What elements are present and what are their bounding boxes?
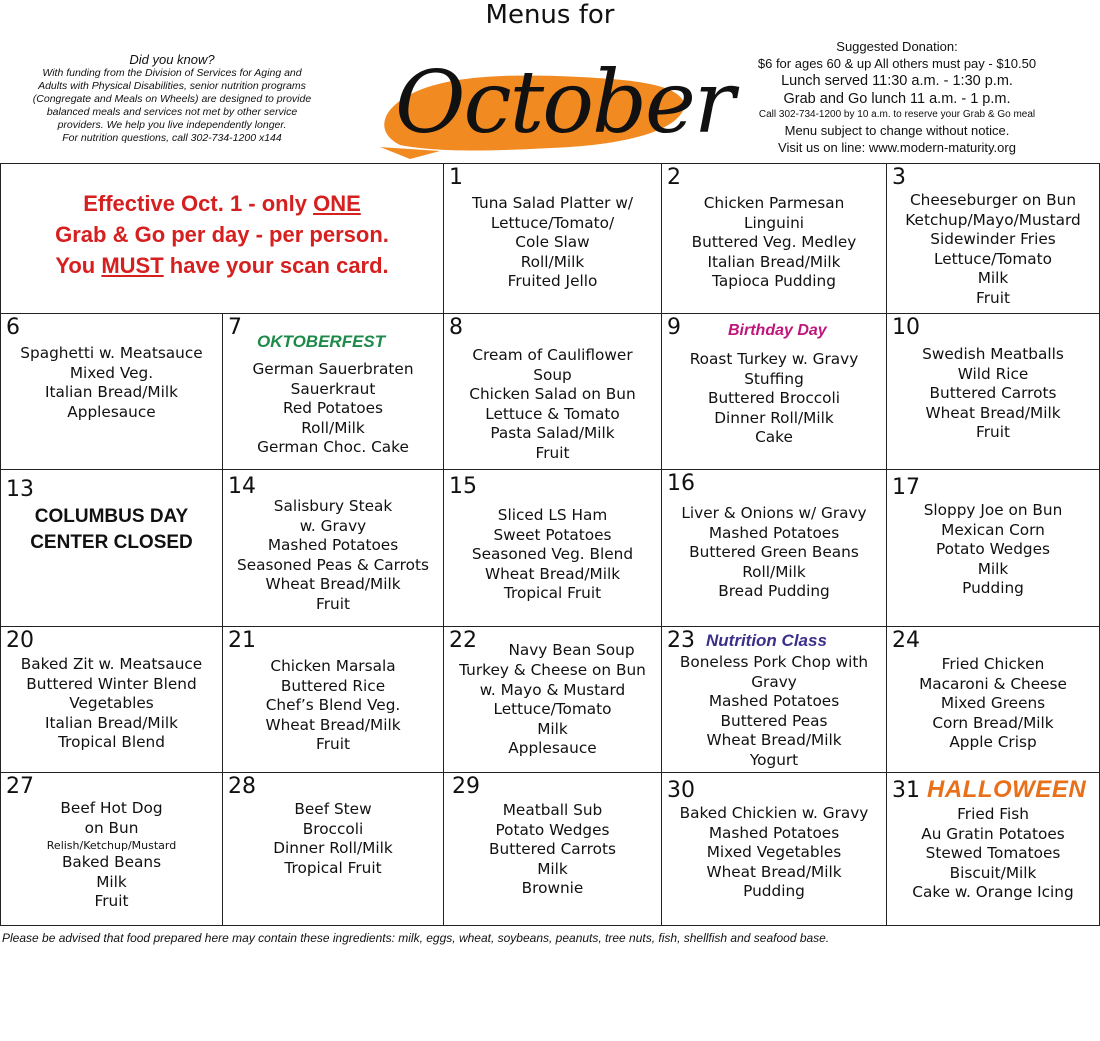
menu-item: Lettuce/Tomato — [493, 700, 612, 718]
did-you-know-title: Did you know? — [129, 52, 215, 67]
menu-item: Cream of Cauliflower — [472, 346, 633, 364]
menu-item: Baked Beans — [61, 853, 162, 871]
day-cell-2 — [661, 163, 887, 314]
day-cell-7 — [222, 313, 444, 470]
day-number: 1 — [449, 165, 463, 190]
menu-item: Applesauce — [67, 402, 156, 421]
menu-item: Chicken Parmesan — [703, 194, 845, 212]
menu-item: Buttered Green Beans — [689, 543, 859, 561]
menu-item: Roll/Milk — [520, 252, 585, 271]
menu-item: Macaroni & Cheese — [919, 674, 1067, 693]
day-number: 2 — [667, 165, 681, 190]
menu-item: Milk — [96, 872, 127, 891]
menu-item: Milk — [977, 559, 1009, 578]
menu-item: Tropical Fruit — [503, 584, 602, 602]
menu-item: Mashed Potatoes — [708, 823, 840, 842]
menu-items — [446, 801, 659, 899]
closed-text: CENTER CLOSED — [30, 532, 193, 553]
day-cell-21 — [222, 626, 444, 773]
menu-item: Stuffing — [744, 369, 804, 388]
day-cell-3 — [886, 163, 1100, 314]
day-number: 16 — [667, 471, 695, 496]
menu-item: Fruit — [316, 594, 350, 613]
menu-item: Vegetables — [69, 694, 154, 712]
month-title: October — [395, 53, 734, 153]
halloween-label: HALLOWEEN — [927, 776, 1087, 803]
menu-item: Fried Chicken — [941, 655, 1045, 673]
day-number: 13 — [6, 477, 34, 502]
menu-item: Mixed Veg. — [69, 363, 154, 382]
day-number: 8 — [449, 315, 463, 340]
menu-item: Spaghetti w. Meatsauce — [20, 344, 203, 362]
menu-items — [889, 501, 1097, 599]
day-cell-14 — [222, 469, 444, 627]
menu-item: Buttered Carrots — [929, 384, 1057, 402]
grab-and-go-hours: Grab and Go lunch 11 a.m. - 1 p.m. — [783, 91, 1011, 107]
menu-item: Mixed Vegetables — [706, 843, 842, 861]
day-number: 28 — [228, 774, 256, 799]
menu-item: Mexican Corn — [941, 520, 1045, 539]
menu-item: Chef’s Blend Veg. — [265, 696, 401, 714]
day-number: 6 — [6, 315, 20, 340]
day-number: 9 — [667, 315, 681, 340]
did-you-know-line: balanced meals and services not met by other service — [46, 106, 298, 118]
notice-text: You — [55, 253, 102, 278]
menu-items — [664, 194, 884, 292]
menu-item: Sauerkraut — [290, 379, 376, 398]
menu-item: Buttered Veg. Medley — [691, 233, 857, 251]
menu-item: Dinner Roll/Milk — [273, 839, 393, 857]
menu-item: Yogurt — [749, 750, 799, 769]
menu-item: w. Mayo & Mustard — [479, 680, 626, 699]
day-number: 24 — [892, 628, 920, 653]
menu-item: Ketchup/Mayo/Mustard — [905, 210, 1081, 229]
menu-items — [664, 350, 884, 448]
menu-item: Potato Wedges — [495, 820, 610, 839]
menu-item: Tropical Blend — [58, 733, 165, 751]
reservation-note: Call 302-734-1200 by 10 a.m. to reserve your Grab & Go meal — [758, 109, 1036, 120]
menu-item: Brownie — [521, 879, 584, 897]
menus-for-heading: Menus for — [485, 0, 615, 30]
menu-item: Wild Rice — [957, 364, 1029, 383]
day-cell-29 — [443, 772, 662, 926]
menu-item: Fried Fish — [957, 805, 1029, 823]
day-cell-6 — [0, 313, 223, 470]
menu-item: Chicken Salad on Bun — [469, 385, 636, 403]
menu-item: w. Gravy — [299, 516, 367, 535]
menu-items — [225, 360, 441, 458]
day-cell-1 — [443, 163, 662, 314]
day-number: 10 — [892, 315, 920, 340]
menu-item: Tuna Salad Platter w/ — [472, 194, 633, 212]
menu-item: Applesauce — [508, 739, 597, 757]
menu-item: Buttered Broccoli — [707, 389, 841, 407]
day-cell-8 — [443, 313, 662, 470]
menu-item: Soup — [533, 365, 572, 384]
menu-item: Corn Bread/Milk — [932, 713, 1054, 732]
oktoberfest-label: OKTOBERFEST — [257, 332, 386, 351]
menu-item: Potato Wedges — [935, 540, 1051, 558]
day-number: 7 — [228, 315, 242, 340]
menu-item: Linguini — [743, 213, 805, 232]
menu-item: Milk — [977, 269, 1009, 287]
day-cell-17 — [886, 469, 1100, 627]
menu-item: Fruit — [535, 443, 570, 462]
notice-text: have your scan card. — [163, 253, 389, 278]
menu-item: Turkey & Cheese on Bun — [459, 661, 646, 679]
menu-item: Buttered Winter Blend — [26, 674, 197, 693]
menu-item: Roll/Milk — [301, 418, 365, 437]
menu-item: Relish/Ketchup/Mustard — [46, 839, 177, 852]
menu-item: Au Gratin Potatoes — [921, 824, 1065, 843]
notice-cell — [0, 163, 444, 314]
day-number: 31 — [892, 778, 920, 803]
menu-item: Fruited Jello — [507, 272, 598, 290]
notice-text: Effective Oct. 1 - only — [83, 191, 314, 216]
menu-item: Bread Pudding — [718, 582, 830, 600]
menu-item: Sidewinder Fries — [930, 230, 1056, 248]
notice-emphasis: ONE — [313, 191, 361, 216]
day-cell-22 — [443, 626, 662, 773]
menu-item: Broccoli — [302, 819, 364, 838]
menu-item: Fruit — [976, 423, 1010, 441]
menu-item: Fruit — [316, 735, 350, 753]
menu-item: Sweet Potatoes — [493, 525, 612, 544]
menu-item: Sloppy Joe on Bun — [923, 501, 1063, 519]
menu-item: Tapioca Pudding — [712, 272, 836, 290]
day-number: 14 — [228, 474, 256, 499]
day-cell-16 — [661, 469, 887, 627]
did-you-know-line: Adults with Physical Disabilities, senior nutrition programs — [38, 80, 306, 92]
menu-item: Cole Slaw — [515, 233, 590, 251]
menu-change-note: Menu subject to change without notice. — [784, 123, 1010, 138]
menu-item: Red Potatoes — [282, 399, 384, 417]
menu-item: Fruit — [94, 892, 129, 910]
menu-items — [664, 504, 884, 602]
menu-item: Baked Chickien w. Gravy — [679, 804, 869, 822]
menu-item: Cake w. Orange Icing — [912, 883, 1074, 901]
menu-item: Milk — [537, 719, 568, 738]
allergen-notice: Please be advised that food prepared here may contain these ingredients: milk, eggs, wheat, soybeans, peanuts, tree nuts, fish, shellfish and seafood base. — [2, 931, 830, 945]
menu-items — [3, 344, 220, 422]
menu-item: Lettuce/Tomato — [933, 249, 1053, 268]
menu-item: Wheat Bread/Milk — [484, 564, 621, 583]
day-cell-10 — [886, 313, 1100, 470]
menu-item: Boneless Pork Chop with — [679, 653, 869, 671]
nutrition-class-label: Nutrition Class — [706, 631, 827, 650]
menu-items — [664, 653, 884, 770]
did-you-know-line: (Congregate and Meals on Wheels) are designed to provide — [32, 93, 312, 105]
menu-item: Wheat Bread/Milk — [706, 731, 842, 749]
center-closed-notice — [3, 504, 220, 556]
menu-item: Sliced LS Ham — [497, 506, 608, 524]
day-number: 21 — [228, 628, 256, 653]
day-number: 20 — [6, 628, 34, 653]
menu-item: Salisbury Steak — [273, 497, 393, 515]
menu-item: Buttered Peas — [720, 711, 828, 730]
menu-item: Wheat Bread/Milk — [925, 403, 1061, 422]
menu-item: Tropical Fruit — [284, 858, 382, 877]
menu-items — [889, 191, 1097, 308]
notice-emphasis: MUST — [101, 253, 164, 278]
menu-item: Meatball Sub — [502, 801, 603, 819]
day-number: 17 — [892, 475, 920, 500]
lunch-hours: Lunch served 11:30 a.m. - 1:30 p.m. — [781, 73, 1013, 89]
menu-item: Roast Turkey w. Gravy — [689, 350, 859, 368]
menu-item: Liver & Onions w/ Gravy — [681, 504, 867, 522]
day-cell-15 — [443, 469, 662, 627]
menu-item: Milk — [537, 859, 568, 878]
day-number: 3 — [892, 165, 906, 190]
menu-items — [664, 804, 884, 902]
menu-item: Buttered Rice — [280, 676, 386, 695]
menu-item: Pasta Salad/Milk — [490, 424, 615, 442]
menu-item: Buttered Carrots — [489, 840, 616, 858]
menu-item: Beef Stew — [294, 800, 372, 818]
suggested-donation-label: Suggested Donation: — [836, 39, 958, 54]
menu-item: Lettuce/Tomato/ — [490, 213, 615, 232]
menu-items — [225, 497, 441, 614]
menu-item: Mashed Potatoes — [708, 523, 840, 542]
menu-item: Pudding — [743, 882, 805, 900]
day-number: 15 — [449, 474, 477, 499]
day-cell-31 — [886, 772, 1100, 926]
menu-item: Mashed Potatoes — [708, 692, 840, 710]
menu-item: Chicken Marsala — [270, 657, 396, 675]
menu-items — [446, 346, 659, 463]
menu-item: on Bun — [84, 818, 139, 837]
did-you-know-line: With funding from the Division of Services for Aging and — [42, 67, 302, 79]
menu-item: Wheat Bread/Milk — [265, 715, 401, 734]
menu-item: Mashed Potatoes — [267, 536, 399, 554]
menu-items — [225, 800, 441, 878]
day-number: 30 — [667, 778, 695, 803]
menu-item: Dinner Roll/Milk — [714, 408, 834, 427]
menu-item: Seasoned Peas & Carrots — [237, 555, 429, 574]
day-cell-24 — [886, 626, 1100, 773]
menu-item: Lettuce & Tomato — [485, 404, 620, 423]
menu-items — [889, 805, 1097, 903]
menu-item: Italian Bread/Milk — [45, 713, 178, 732]
day-cell-30 — [661, 772, 887, 926]
birthday-day-label: Birthday Day — [728, 322, 827, 339]
day-cell-28 — [222, 772, 444, 926]
day-cell-13 — [0, 469, 223, 627]
menu-items — [446, 661, 659, 759]
menu-item: Wheat Bread/Milk — [706, 862, 842, 881]
day-cell-27 — [0, 772, 223, 926]
day-cell-9 — [661, 313, 887, 470]
menu-item: Apple Crisp — [949, 733, 1037, 751]
menu-item: Seasoned Veg. Blend — [471, 545, 634, 563]
menu-items — [225, 657, 441, 755]
did-you-know-line: providers. We help you live independently longer. — [57, 119, 287, 131]
menu-items — [889, 345, 1097, 443]
menu-item: Beef Hot Dog — [60, 799, 163, 817]
day-number: 22 — [449, 628, 477, 653]
notice-text: Grab & Go per day - per person. — [55, 222, 389, 247]
menu-item: Italian Bread/Milk — [45, 383, 178, 401]
first-menu-item: Navy Bean Soup — [508, 641, 635, 659]
day-number: 27 — [6, 774, 34, 799]
menu-item: Roll/Milk — [742, 562, 806, 581]
menu-item: Pudding — [962, 579, 1024, 597]
did-you-know-line: For nutrition questions, call 302-734-1200 x144 — [62, 132, 282, 144]
menu-item: Baked Zit w. Meatsauce — [20, 655, 203, 673]
menu-item: Italian Bread/Milk — [707, 252, 841, 271]
day-cell-20 — [0, 626, 223, 773]
menu-items — [889, 655, 1097, 753]
menu-item: Swedish Meatballs — [922, 345, 1064, 363]
holiday-name: COLUMBUS DAY — [34, 506, 189, 527]
menu-item: Cake — [755, 428, 793, 446]
menu-item: German Sauerbraten — [252, 360, 414, 378]
day-number: 23 — [667, 628, 695, 653]
menu-item: Biscuit/Milk — [949, 863, 1037, 882]
menu-item: Mixed Greens — [940, 694, 1046, 712]
day-cell-23 — [661, 626, 887, 773]
menu-items — [446, 194, 659, 292]
menu-items — [446, 506, 659, 604]
menu-items — [3, 655, 220, 753]
website-link[interactable]: Visit us on line: www.modern-maturity.org — [778, 140, 1016, 155]
donation-prices: $6 for ages 60 & up All others must pay - $10.50 — [757, 56, 1037, 71]
menu-item: Gravy — [751, 672, 797, 691]
menu-item: German Choc. Cake — [257, 438, 409, 456]
menu-item: Fruit — [976, 288, 1010, 307]
menu-item: Cheeseburger on Bun — [909, 191, 1077, 209]
menu-item: Wheat Bread/Milk — [265, 575, 401, 593]
day-number: 29 — [452, 774, 480, 799]
menu-items — [3, 799, 220, 912]
menu-item: Stewed Tomatoes — [925, 844, 1061, 862]
grab-and-go-notice — [3, 188, 441, 281]
